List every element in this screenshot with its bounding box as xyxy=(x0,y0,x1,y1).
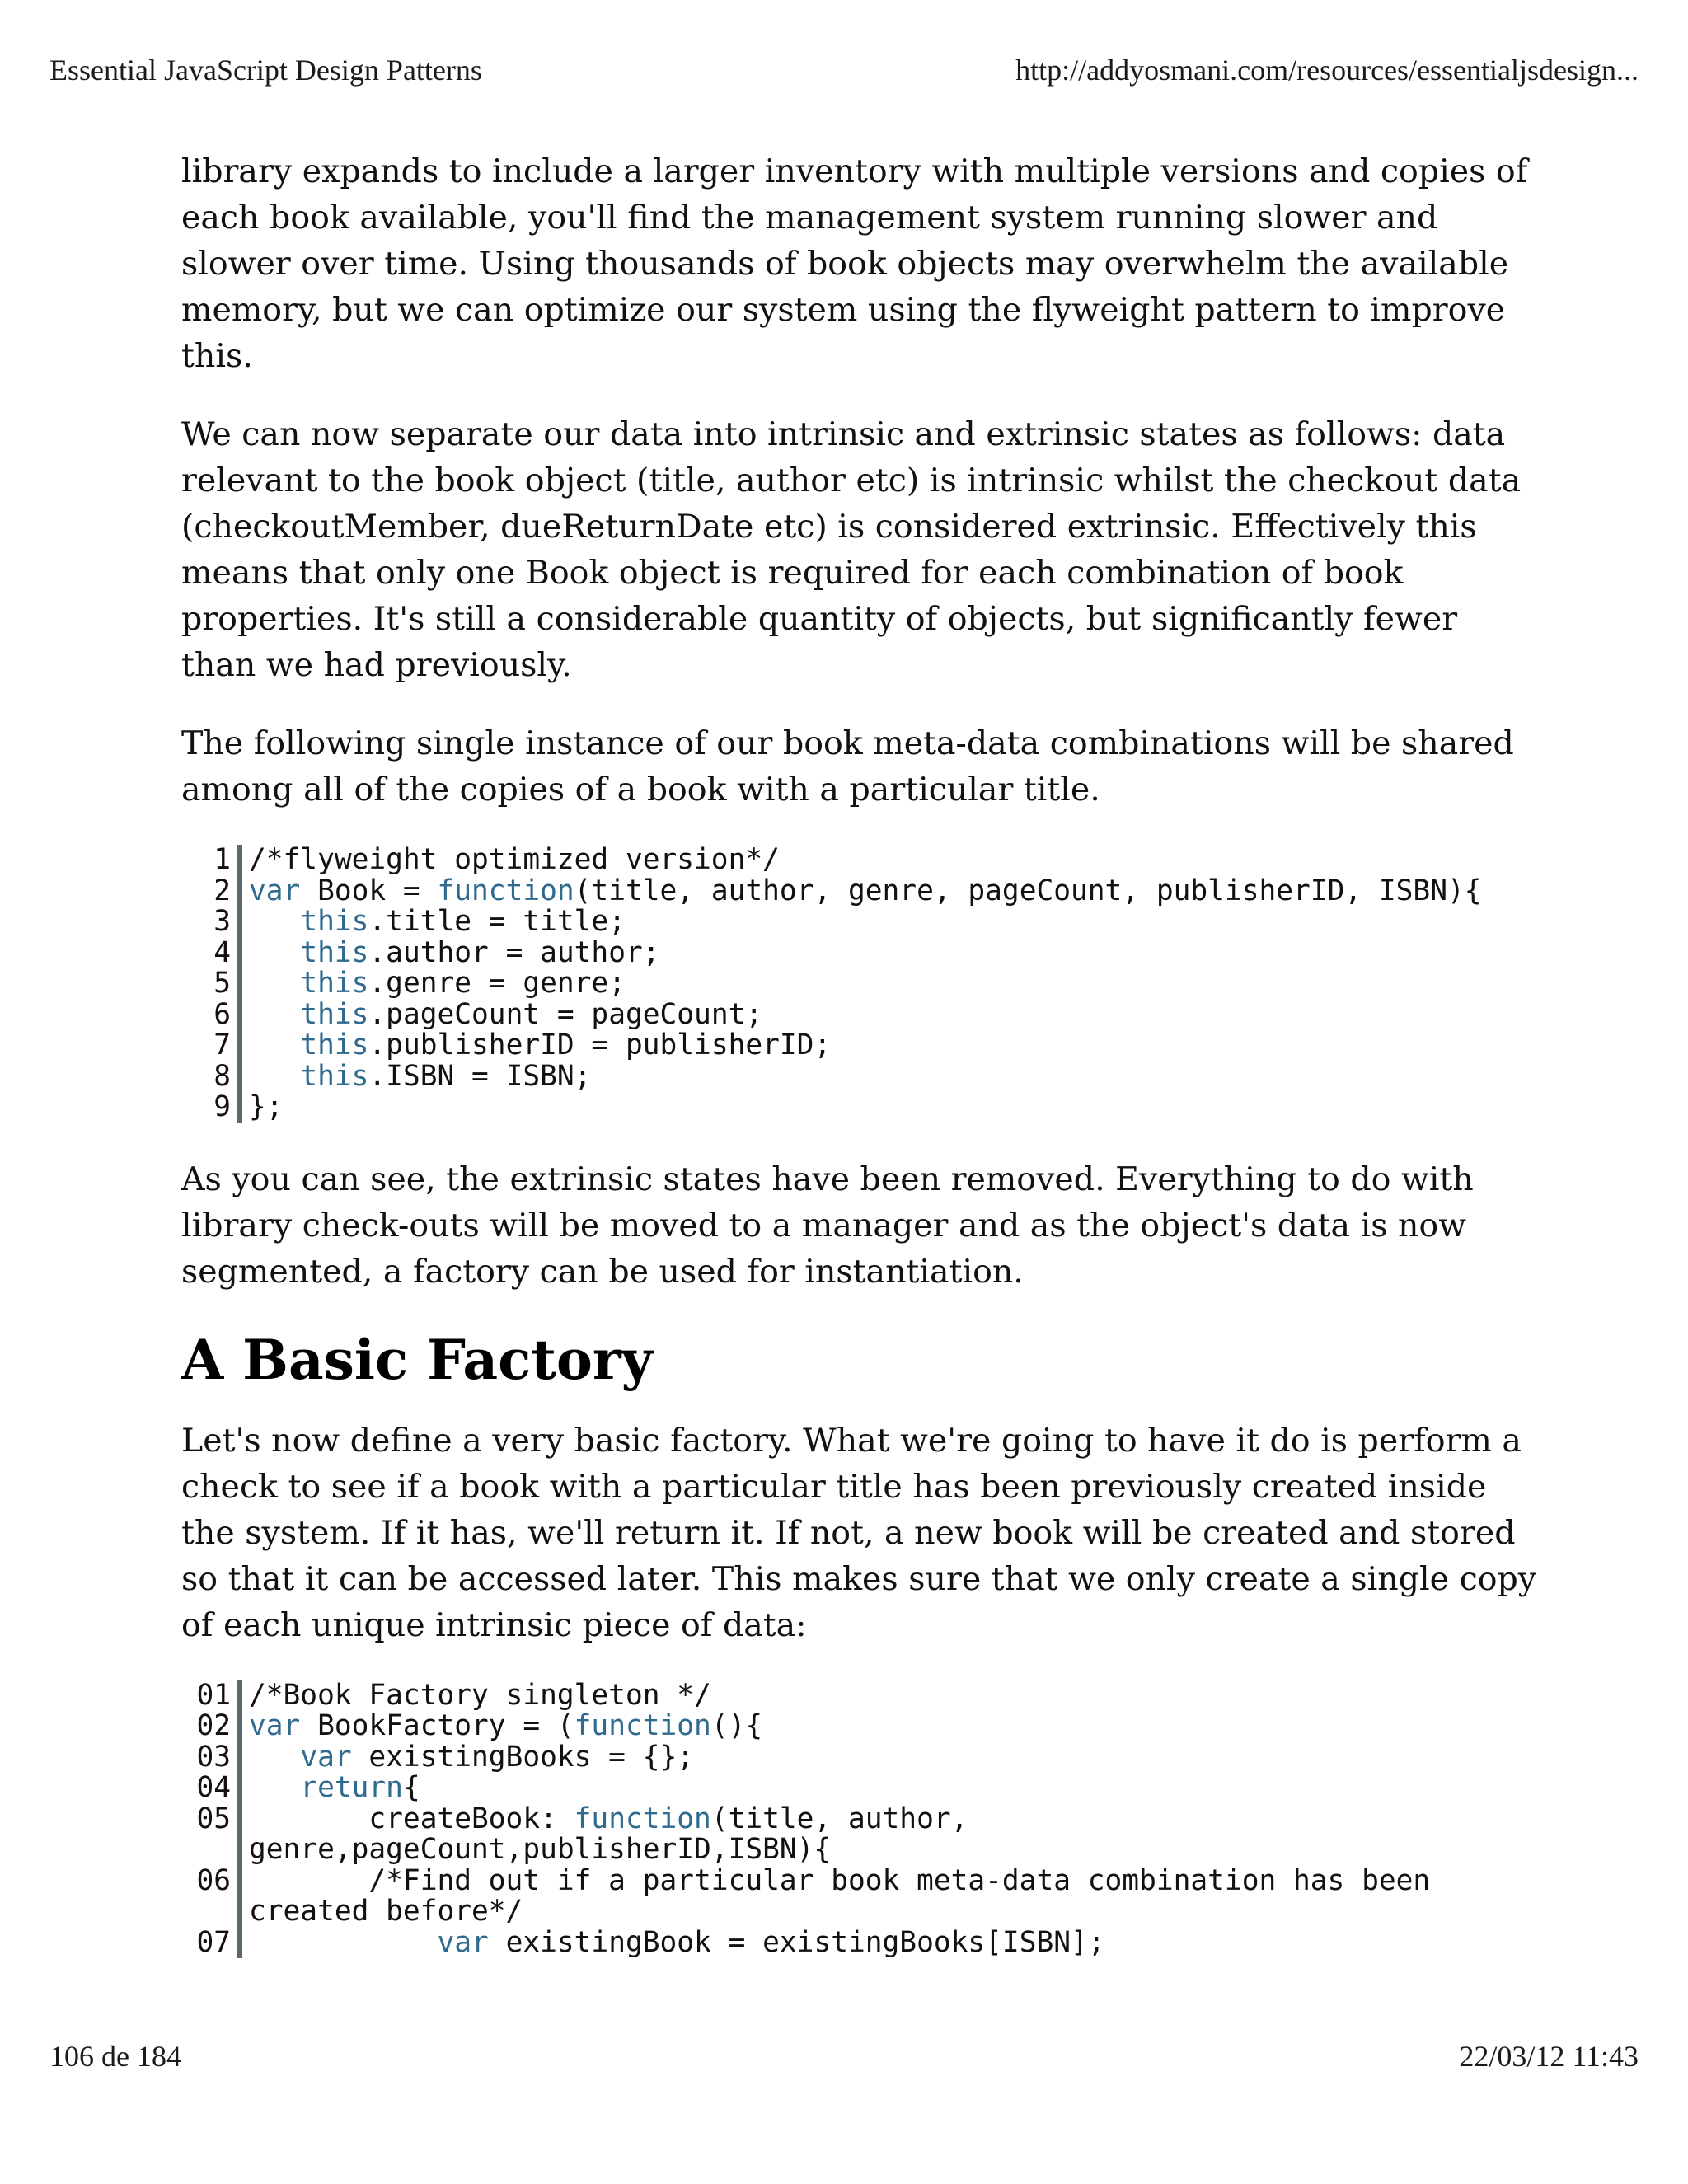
code-comment: /*Book Factory singleton */ xyxy=(249,1678,711,1712)
code-comment: /*Find out if a particular book meta-data combination has been xyxy=(249,1863,1431,1897)
code-keyword: this xyxy=(300,967,369,1000)
code-text xyxy=(249,998,300,1031)
code-text xyxy=(249,905,300,938)
code-block-book-factory xyxy=(181,1680,1541,1959)
code-text xyxy=(249,1771,300,1804)
line-number: 4 xyxy=(213,935,231,969)
code-text xyxy=(249,1060,300,1093)
page-footer xyxy=(49,2037,1639,2075)
code-line xyxy=(249,845,1541,876)
code-text: (){ xyxy=(710,1709,763,1742)
line-number: 06 xyxy=(196,1863,231,1897)
source-url[interactable]: http://addyosmani.com/resources/essentialjsdesign... xyxy=(1015,54,1639,87)
code-text: .title = title; xyxy=(368,905,626,938)
code-keyword: return xyxy=(300,1771,403,1804)
code-line xyxy=(249,935,1541,969)
document-title: Essential JavaScript Design Patterns xyxy=(49,54,482,87)
code-keyword: function xyxy=(437,874,574,907)
code-block-book xyxy=(181,845,1541,1123)
code-keyword: var xyxy=(300,1740,352,1774)
code-line xyxy=(249,1804,1541,1835)
line-number-gutter xyxy=(181,1680,242,1959)
line-number: 7 xyxy=(213,1029,231,1062)
code-line xyxy=(249,1680,1541,1712)
code-line xyxy=(249,1773,1541,1804)
paragraph: Let's now define a very basic factory. What we're going to have it do is perform a check to see if a book with a particular title has been previously created inside the system. If it has, we'll return it. If not, a new book will be created and stored so that it can be accessed later. This makes sure that we only create a single copy of each unique intrinsic piece of data: xyxy=(181,1421,1537,1644)
page-content xyxy=(181,148,1541,1991)
line-number-gutter xyxy=(181,845,242,1123)
line-number: 05 xyxy=(196,1802,231,1835)
code-text: BookFactory = ( xyxy=(300,1709,574,1742)
line-number: 07 xyxy=(196,1925,231,1959)
code-keyword: this xyxy=(300,905,369,938)
line-number: 2 xyxy=(213,874,231,907)
code-text xyxy=(249,1029,300,1062)
code-line xyxy=(249,1030,1541,1062)
code-text: { xyxy=(402,1771,420,1804)
print-datetime: 22/03/12 11:43 xyxy=(1459,2040,1639,2073)
code-keyword: function xyxy=(574,1709,711,1742)
code-text xyxy=(249,1741,300,1774)
code-keyword: var xyxy=(437,1925,489,1959)
line-number: 3 xyxy=(213,905,231,938)
code-line xyxy=(249,1925,1541,1959)
code-text: genre,pageCount,publisherID,ISBN){ xyxy=(249,1833,832,1866)
code-keyword: this xyxy=(300,935,369,969)
code-text: .publisherID = publisherID; xyxy=(368,1029,832,1062)
code-text xyxy=(249,1926,437,1959)
code-text: .pageCount = pageCount; xyxy=(368,997,763,1031)
page-counter: 106 de 184 xyxy=(49,2040,181,2073)
page-header xyxy=(49,51,1639,89)
line-number xyxy=(181,1835,231,1866)
code-lines xyxy=(242,1680,1541,1959)
code-line xyxy=(249,1863,1541,1897)
line-number: 6 xyxy=(213,997,231,1031)
code-line xyxy=(249,1059,1541,1093)
code-text: (title, author, genre, pageCount, publisherID, ISBN){ xyxy=(574,874,1482,907)
code-line xyxy=(249,1711,1541,1742)
paragraph: We can now separate our data into intrinsic and extrinsic states as follows: data relevant to the book object (title, author etc) is intrinsic whilst the checkout data (checkoutMember, dueReturnDate etc) is considered extrinsic. Effectively this means that only one Book object is required for each combination of book properties. It's still a considerable quantity of objects, but significantly fewer than we had previously. xyxy=(181,415,1522,684)
line-number: 1 xyxy=(213,843,231,876)
code-line xyxy=(249,907,1541,938)
code-text: .ISBN = ISBN; xyxy=(368,1059,592,1093)
code-keyword: this xyxy=(300,1029,369,1062)
code-text: .author = author; xyxy=(368,935,660,969)
code-text: Book = xyxy=(300,874,438,907)
code-line xyxy=(249,1835,1541,1866)
code-keyword: this xyxy=(300,1059,369,1093)
code-keyword: this xyxy=(300,997,369,1031)
code-line xyxy=(249,1092,1541,1123)
code-line xyxy=(249,1896,1541,1928)
code-keyword: var xyxy=(249,874,301,907)
code-line xyxy=(249,876,1541,907)
line-number: 9 xyxy=(213,1090,231,1123)
line-number: 02 xyxy=(196,1709,231,1742)
line-number: 5 xyxy=(213,967,231,1000)
paragraph: library expands to include a larger inventory with multiple versions and copies of each book available, you'll find the management system running slower and slower over time. Using thousands of book objects may overwhelm the available memory, but we can optimize our system using the flyweight pattern to improve this. xyxy=(181,152,1528,375)
code-text xyxy=(249,936,300,969)
code-text: }; xyxy=(249,1090,284,1123)
code-lines xyxy=(242,845,1541,1123)
code-text: createBook: xyxy=(249,1802,574,1835)
code-text xyxy=(249,967,300,1000)
code-comment: created before*/ xyxy=(249,1895,523,1928)
code-line xyxy=(249,968,1541,1000)
code-keyword: var xyxy=(249,1709,301,1742)
line-number: 04 xyxy=(196,1771,231,1804)
code-line xyxy=(249,997,1541,1031)
code-text: existingBooks = {}; xyxy=(351,1740,695,1774)
line-number: 01 xyxy=(196,1678,231,1712)
code-line xyxy=(249,1742,1541,1774)
paragraph: The following single instance of our book meta-data combinations will be shared among all of the copies of a book with a particular title. xyxy=(181,724,1514,808)
line-number: 03 xyxy=(196,1740,231,1774)
line-number xyxy=(181,1896,231,1928)
code-comment: /*flyweight optimized version*/ xyxy=(249,843,780,876)
code-text: existingBook = existingBooks[ISBN]; xyxy=(488,1925,1105,1959)
code-text: .genre = genre; xyxy=(368,967,626,1000)
code-text: (title, author, xyxy=(710,1802,968,1835)
section-heading: A Basic Factory xyxy=(181,1327,653,1392)
code-keyword: function xyxy=(574,1802,711,1835)
paragraph: As you can see, the extrinsic states have been removed. Everything to do with library check-outs will be moved to a manager and as the object's data is now segmented, a factory can be used for instantiation. xyxy=(181,1160,1474,1291)
line-number: 8 xyxy=(213,1059,231,1093)
